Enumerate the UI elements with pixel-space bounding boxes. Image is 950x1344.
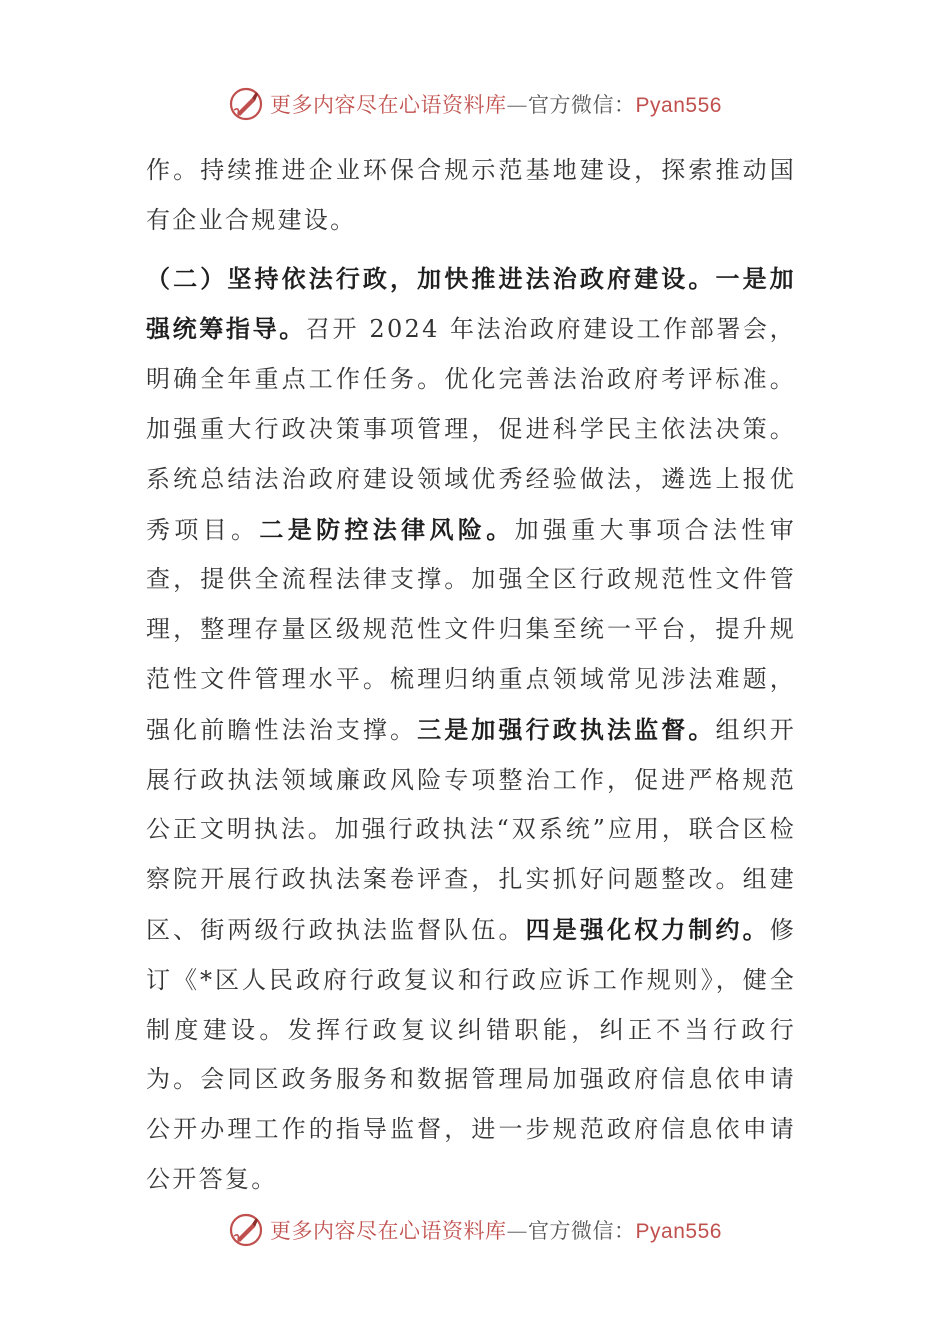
banner-dash: —: [506, 93, 529, 117]
item1-title: 一是加强统筹指导。: [146, 263, 796, 344]
item3-body: 组织开展行政执法领域廉政风险专项整治工作，促进严格规范公正文明执法。加强行政执法“双系统”应用，联合区检察院开展行政执法案卷评查，扎实抓好问题整改。组建区、街两级行政执法监督队伍。: [146, 715, 797, 944]
pen-nib-logo-icon: [228, 86, 264, 122]
item2-title: 二是防控法律风险。: [259, 514, 515, 544]
pen-nib-logo-icon: [228, 1212, 264, 1248]
item4-body: 修订《*区人民政府行政复议和行政应诉工作规则》，健全制度建设。发挥行政复议纠错职能，纠正不当行政行为。会同区政务服务和数据管理局加强政府信息依申请公开办理工作的指导监督，进一步规范政府信息依申请公开答复。: [146, 915, 797, 1193]
banner-main: 更多内容尽在心语资料库: [270, 93, 507, 117]
paragraph-section-two: [146, 254, 796, 1205]
banner-text: [270, 89, 722, 119]
banner-wechat-id: Pyan556: [635, 1220, 722, 1243]
banner-main: 更多内容尽在心语资料库: [270, 1219, 507, 1243]
item2-body: 加强重大事项合法性审查，提供全流程法律支撑。加强全区行政规范性文件管理，整理存量区级规范性文件归集至统一平台，提升规范性文件管理水平。梳理归纳重点领域常见涉法难题，强化前瞻性法治支撑。: [146, 515, 797, 744]
item3-title: 三是加强行政执法监督。: [417, 714, 716, 744]
banner-official: 官方微信：: [528, 93, 636, 117]
item1-body: 召开 2024 年法治政府建设工作部署会，明确全年重点工作任务。优化完善法治政府考评标准。加强重大行政决策事项管理，促进科学民主依法决策。系统总结法治政府建设领域优秀经验做法，遴选上报优秀项目。: [146, 315, 796, 544]
banner-dash: —: [506, 1219, 529, 1243]
item4-title: 四是强化权力制约。: [525, 914, 770, 944]
paragraph-continuation: 作。持续推进企业环保合规示范基地建设，探索推动国有企业合规建设。: [146, 156, 796, 234]
banner-text: [270, 1215, 722, 1245]
banner-official: 官方微信：: [528, 1219, 636, 1243]
section-heading: （二）坚持依法行政，加快推进法治政府建设。: [146, 263, 716, 293]
header-banner: [0, 84, 950, 124]
banner-wechat-id: Pyan556: [635, 94, 722, 117]
footer-banner: [0, 1210, 950, 1250]
body-text: [146, 146, 796, 1205]
